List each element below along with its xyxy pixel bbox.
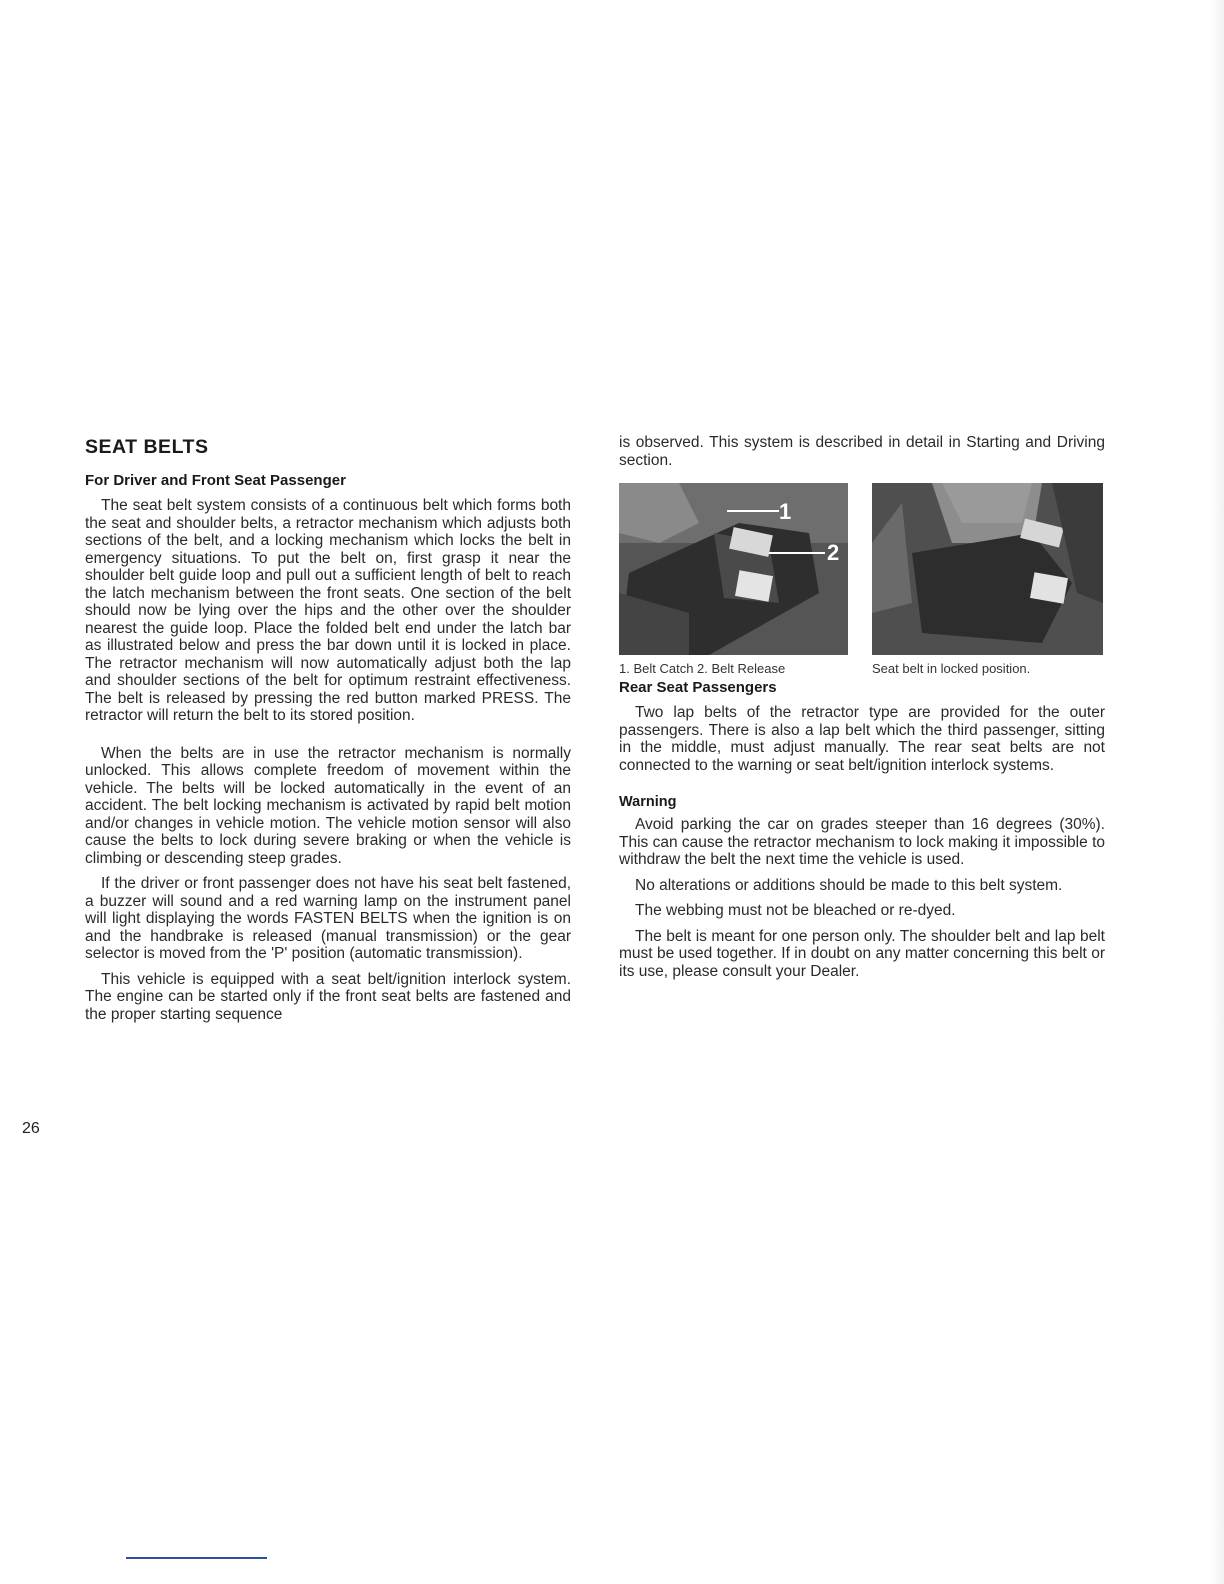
warning-webbing: The webbing must not be bleached or re-dyed.: [635, 902, 956, 919]
figure-caption-left: 1. Belt Catch 2. Belt Release: [619, 661, 786, 676]
warning-grades: Avoid parking the car on grades steeper than 16 degrees (30%). This can cause the retractor mechanism to lock making it impossible to withdraw the belt the next time the vehicle is used.: [619, 816, 1105, 868]
continuation-text: is observed. This system is described in detail in Starting and Driving section.: [619, 434, 1105, 469]
paragraph-warning-lamp: If the driver or front passenger does not have his seat belt fastened, a buzzer will sound and a red warning lamp on the instrument panel will light displaying the words FASTEN BELTS when the ignition is on and the handbrake is released (manual transmission) or the gear selector is moved from the 'P' position (automatic transmission).: [85, 875, 571, 962]
warning-heading: Warning: [619, 794, 677, 810]
bottom-rule: [126, 1557, 267, 1559]
locked-position-photo: [872, 483, 1103, 655]
belt-catch-photo: [619, 483, 848, 655]
paragraph-belt-system: The seat belt system consists of a continuous belt which forms both the seat and shoulder belts, a retractor mechanism which adjusts both sections of the belt, and a locking mechanism which locks the belt in emergency situations. To put the belt on, first grasp it near the shoulder belt guide loop and pull out a sufficient length of belt to reach the latch mechanism between the front seats. One section of the belt should now be lying over the hips and the other over the shoulder nearest the guide loop. Place the folded belt end under the latch bar as illustrated below and press the bar down until it is locked in place. The retractor mechanism will now automatically adjust both the lap and shoulder sections of the belt for optimum restraint effectiveness. The belt is released by pressing the red button marked PRESS. The retractor will return the belt to its stored position.: [85, 497, 571, 724]
paragraph-retractor: When the belts are in use the retractor mechanism is normally unlocked. This allows complete freedom of movement within the vehicle. The belts will be locked automatically in the event of an accident. The belt locking mechanism is activated by rapid belt motion and/or changes in vehicle motion. The vehicle motion sensor will also cause the belts to lock during severe braking or when the vehicle is climbing or descending steep grades.: [85, 744, 571, 867]
warning-one-person: The belt is meant for one person only. The shoulder belt and lap belt must be used together. If in doubt on any matter concerning this belt or its use, please consult your Dealer.: [619, 927, 1105, 980]
driver-front-heading: For Driver and Front Seat Passenger: [85, 472, 346, 489]
rear-seat-text: Two lap belts of the retractor type are provided for the outer passengers. There is also a lap belt which the third passenger, sitting in the middle, must adjust manually. The rear seat belts are not connected to the warning or seat belt/ignition interlock systems.: [619, 704, 1105, 774]
page-number: 26: [22, 1120, 40, 1137]
figure-label-1: 1: [779, 499, 792, 524]
figure-caption-right: Seat belt in locked position.: [872, 661, 1031, 676]
rear-seat-heading: Rear Seat Passengers: [619, 679, 777, 696]
figure-label-2: 2: [827, 540, 840, 565]
warning-alterations: No alterations or additions should be made to this belt system.: [635, 876, 1063, 894]
paragraph-interlock: This vehicle is equipped with a seat belt/ignition interlock system. The engine can be started only if the front seat belts are fastened and the proper starting sequence: [85, 970, 571, 1023]
right-column: [619, 434, 1105, 980]
scan-edge: [1210, 0, 1224, 1584]
left-column: [85, 436, 571, 1023]
figures: [619, 483, 1105, 679]
section-title: SEAT BELTS: [85, 436, 209, 458]
